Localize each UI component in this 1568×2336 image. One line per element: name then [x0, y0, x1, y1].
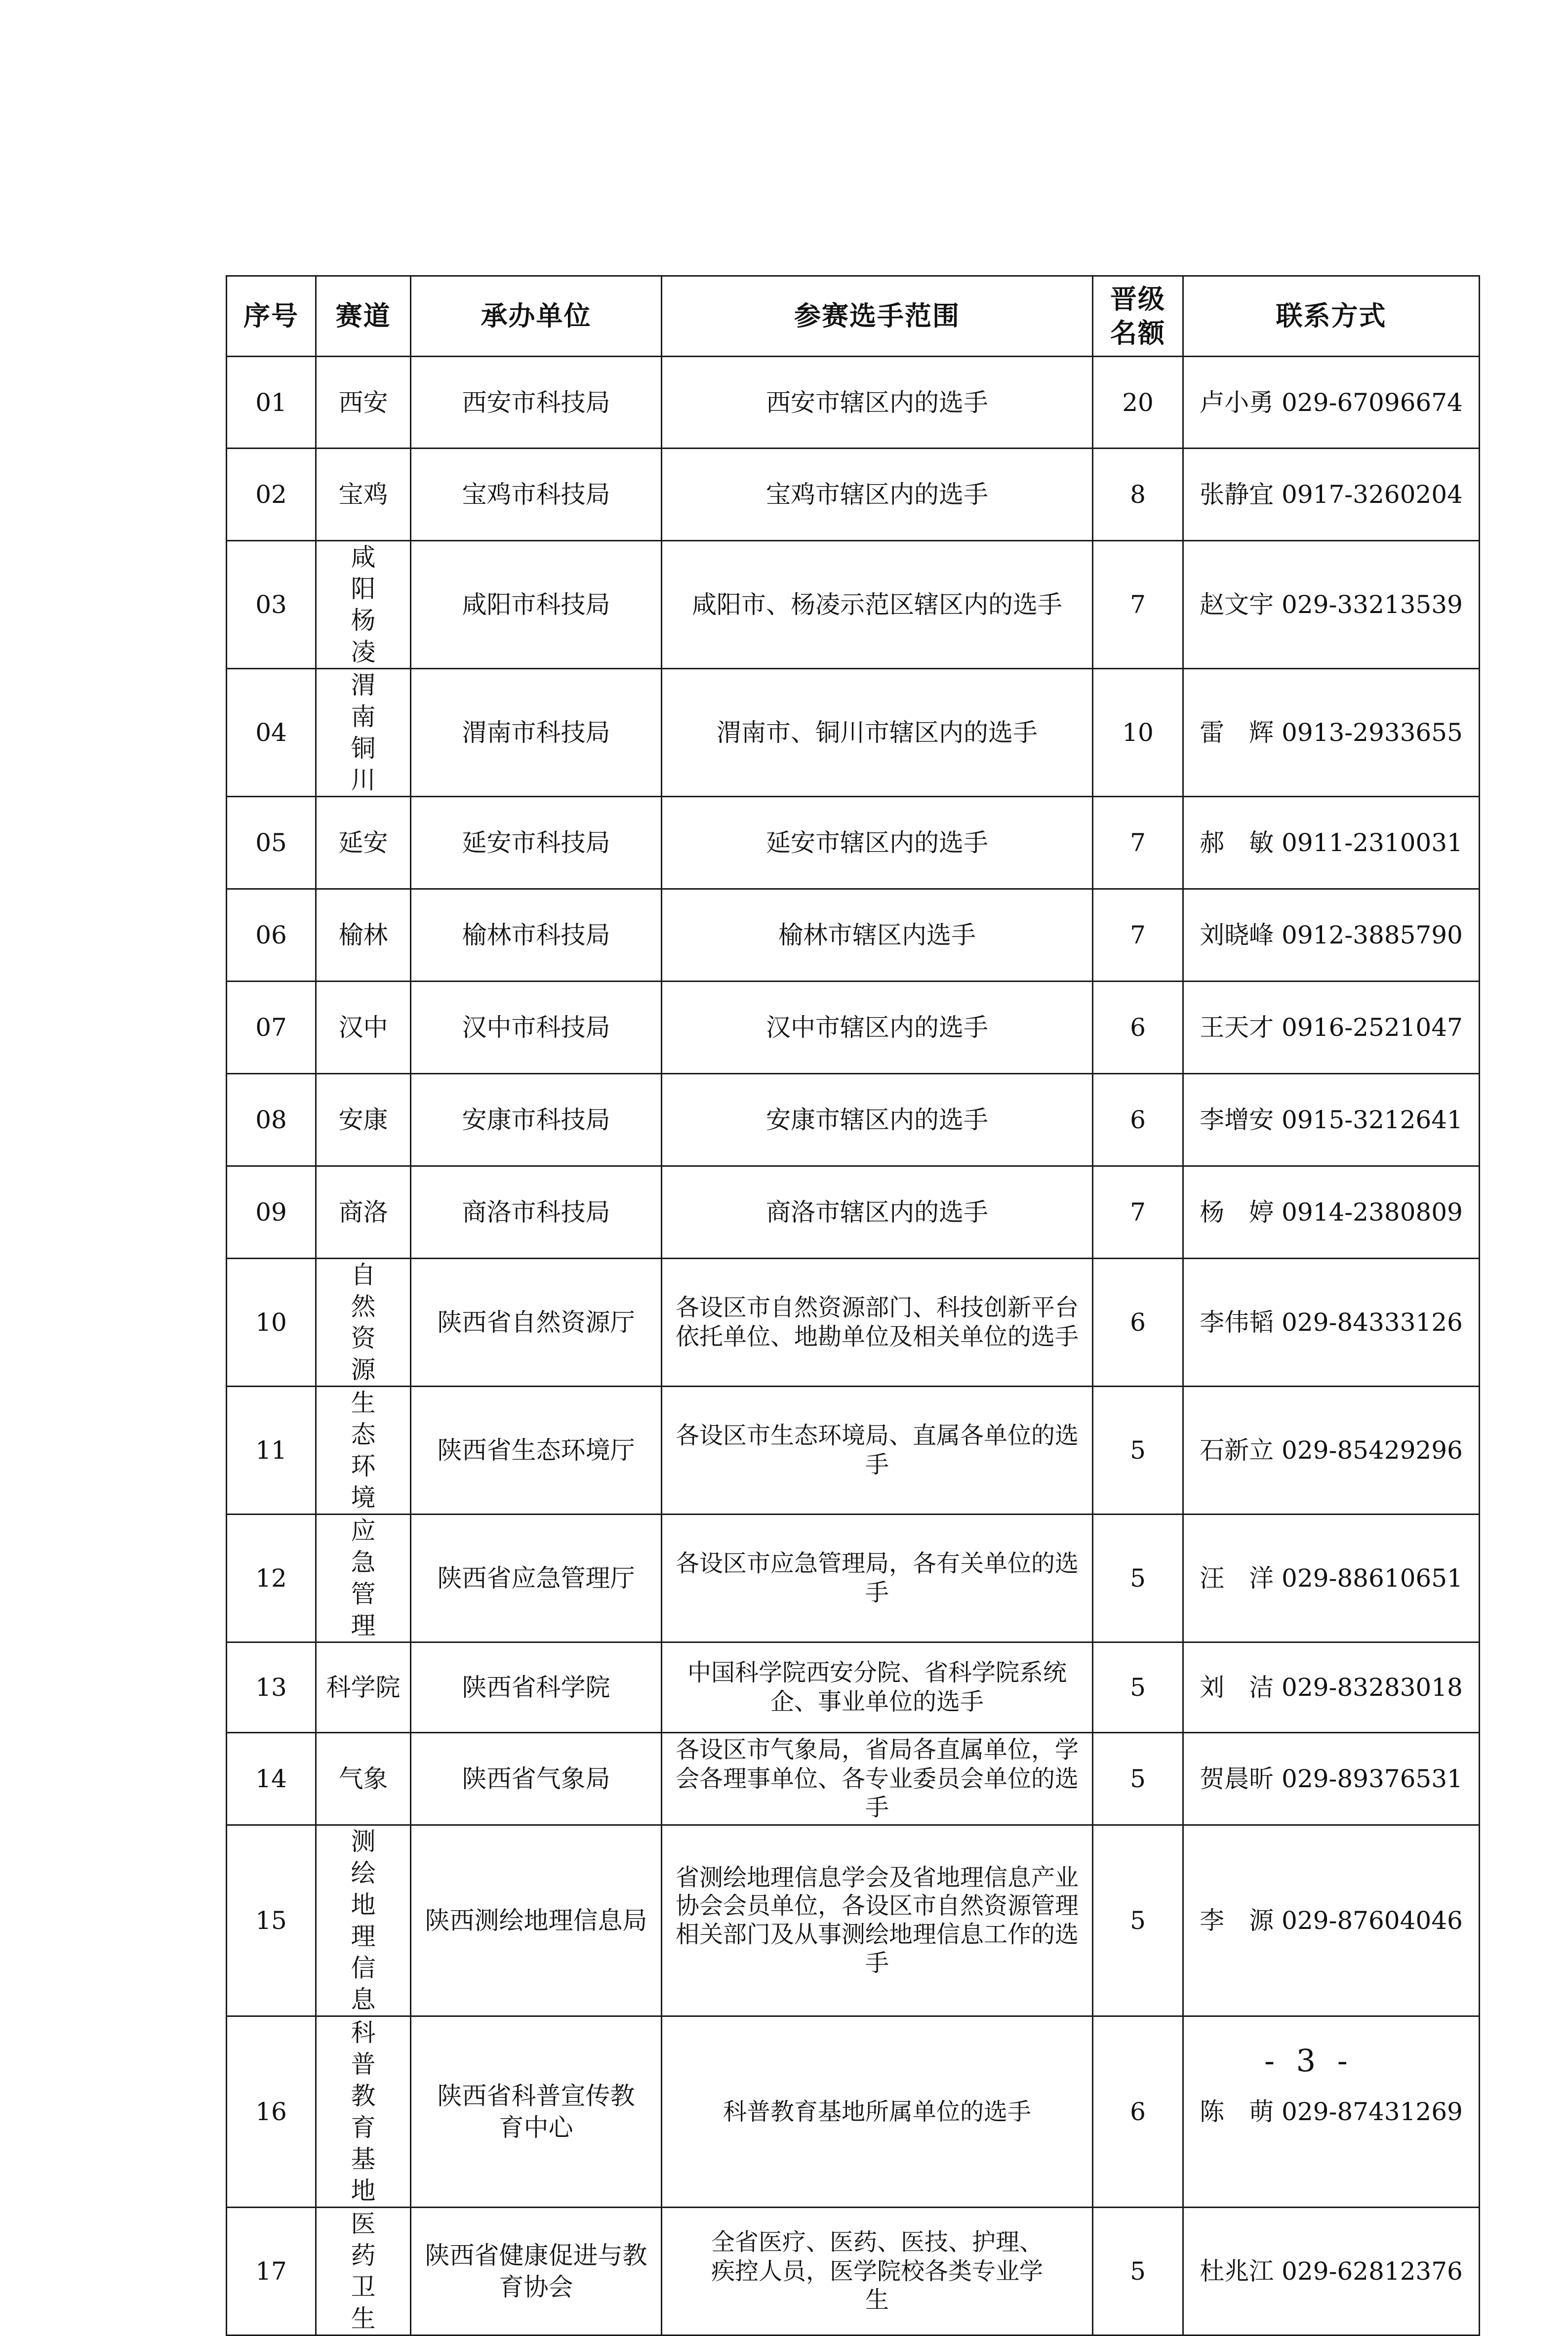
- cell-organizer: 咸阳市科技局: [411, 541, 662, 669]
- table-row: [227, 669, 1480, 797]
- cell-track: 安康: [316, 1074, 411, 1166]
- table-header-row: [227, 276, 1480, 357]
- cell-track: 科学院: [316, 1642, 411, 1733]
- cell-track: 自然资源: [316, 1259, 411, 1387]
- cell-scope: 汉中市辖区内的选手: [662, 982, 1093, 1074]
- cell-no: 03: [227, 541, 316, 669]
- cell-organizer: 陕西省科学院: [411, 1642, 662, 1733]
- cell-quota: 10: [1093, 669, 1183, 797]
- cell-no: 15: [227, 1825, 316, 2016]
- cell-contact: 王天才 0916-2521047: [1183, 982, 1480, 1074]
- cell-organizer: 安康市科技局: [411, 1074, 662, 1166]
- header-scope: 参赛选手范围: [662, 276, 1093, 357]
- table-row: [227, 1259, 1480, 1387]
- cell-quota: 6: [1093, 1074, 1183, 1166]
- cell-no: 13: [227, 1642, 316, 1733]
- cell-no: 12: [227, 1515, 316, 1642]
- cell-organizer: 延安市科技局: [411, 797, 662, 889]
- table-row: [227, 1387, 1480, 1515]
- cell-organizer: 西安市科技局: [411, 357, 662, 449]
- cell-contact: 赵文宇 029-33213539: [1183, 541, 1480, 669]
- cell-quota: 7: [1093, 541, 1183, 669]
- cell-contact: 陈 萌 029-87431269: [1183, 2016, 1480, 2208]
- cell-organizer: 陕西省应急管理厅: [411, 1515, 662, 1642]
- cell-quota: 7: [1093, 889, 1183, 982]
- header-quota: 晋级名额: [1093, 276, 1183, 357]
- cell-contact: 郝 敏 0911-2310031: [1183, 797, 1480, 889]
- cell-contact: 雷 辉 0913-2933655: [1183, 669, 1480, 797]
- cell-track: 商洛: [316, 1166, 411, 1259]
- cell-quota: 5: [1093, 1642, 1183, 1733]
- cell-quota: 7: [1093, 1166, 1183, 1259]
- cell-track: 西安: [316, 357, 411, 449]
- cell-no: 17: [227, 2208, 316, 2336]
- cell-no: 16: [227, 2016, 316, 2208]
- cell-scope: 各设区市自然资源部门、科技创新平台依托单位、地勘单位及相关单位的选手: [662, 1259, 1093, 1387]
- cell-quota: 5: [1093, 1515, 1183, 1642]
- cell-contact: 杨 婷 0914-2380809: [1183, 1166, 1480, 1259]
- cell-quota: 6: [1093, 2016, 1183, 2208]
- header-no: 序号: [227, 276, 316, 357]
- cell-no: 09: [227, 1166, 316, 1259]
- cell-contact: 李增安 0915-3212641: [1183, 1074, 1480, 1166]
- cell-quota: 7: [1093, 797, 1183, 889]
- header-organizer: 承办单位: [411, 276, 662, 357]
- cell-quota: 5: [1093, 1733, 1183, 1825]
- table-row: [227, 1825, 1480, 2016]
- cell-scope: 宝鸡市辖区内的选手: [662, 449, 1093, 541]
- cell-contact: 卢小勇 029-67096674: [1183, 357, 1480, 449]
- cell-scope: 榆林市辖区内选手: [662, 889, 1093, 982]
- cell-contact: 汪 洋 029-88610651: [1183, 1515, 1480, 1642]
- cell-track: 医药卫生: [316, 2208, 411, 2336]
- cell-scope: 渭南市、铜川市辖区内的选手: [662, 669, 1093, 797]
- cell-scope: 各设区市生态环境局、直属各单位的选手: [662, 1387, 1093, 1515]
- header-contact: 联系方式: [1183, 276, 1480, 357]
- cell-track: 应急管理: [316, 1515, 411, 1642]
- cell-contact: 李伟韬 029-84333126: [1183, 1259, 1480, 1387]
- cell-contact: 杜兆江 029-62812376: [1183, 2208, 1480, 2336]
- cell-no: 08: [227, 1074, 316, 1166]
- cell-track: 汉中: [316, 982, 411, 1074]
- cell-contact: 贺晨昕 029-89376531: [1183, 1733, 1480, 1825]
- cell-track: 榆林: [316, 889, 411, 982]
- cell-organizer: 榆林市科技局: [411, 889, 662, 982]
- cell-quota: 8: [1093, 449, 1183, 541]
- cell-contact: 石新立 029-85429296: [1183, 1387, 1480, 1515]
- table-row: [227, 797, 1480, 889]
- cell-track: 科普教育基地: [316, 2016, 411, 2208]
- contest-track-table: [226, 275, 1480, 2336]
- table-row: [227, 1642, 1480, 1733]
- cell-organizer: 陕西省健康促进与教育协会: [411, 2208, 662, 2336]
- cell-quota: 5: [1093, 2208, 1183, 2336]
- cell-organizer: 陕西测绘地理信息局: [411, 1825, 662, 2016]
- cell-quota: 5: [1093, 1387, 1183, 1515]
- cell-quota: 6: [1093, 1259, 1183, 1387]
- cell-contact: 李 源 029-87604046: [1183, 1825, 1480, 2016]
- table-row: [227, 1515, 1480, 1642]
- cell-scope: 咸阳市、杨凌示范区辖区内的选手: [662, 541, 1093, 669]
- cell-scope: 各设区市气象局，省局各直属单位，学会各理事单位、各专业委员会单位的选手: [662, 1733, 1093, 1825]
- cell-no: 06: [227, 889, 316, 982]
- table-row: [227, 1074, 1480, 1166]
- cell-scope: 全省医疗、医药、医技、护理、疾控人员，医学院校各类专业学生: [662, 2208, 1093, 2336]
- cell-organizer: 宝鸡市科技局: [411, 449, 662, 541]
- cell-track: 测绘地理信息: [316, 1825, 411, 2016]
- cell-quota: 6: [1093, 982, 1183, 1074]
- table-row: [227, 1733, 1480, 1825]
- cell-scope: 各设区市应急管理局，各有关单位的选手: [662, 1515, 1093, 1642]
- cell-contact: 刘 洁 029-83283018: [1183, 1642, 1480, 1733]
- cell-track: 生态环境: [316, 1387, 411, 1515]
- cell-scope: 延安市辖区内的选手: [662, 797, 1093, 889]
- cell-scope: 安康市辖区内的选手: [662, 1074, 1093, 1166]
- cell-no: 14: [227, 1733, 316, 1825]
- cell-organizer: 陕西省生态环境厅: [411, 1387, 662, 1515]
- cell-organizer: 渭南市科技局: [411, 669, 662, 797]
- cell-no: 07: [227, 982, 316, 1074]
- cell-scope: 科普教育基地所属单位的选手: [662, 2016, 1093, 2208]
- cell-organizer: 商洛市科技局: [411, 1166, 662, 1259]
- cell-track: 气象: [316, 1733, 411, 1825]
- cell-track: 延安: [316, 797, 411, 889]
- table-row: [227, 541, 1480, 669]
- table-row: [227, 889, 1480, 982]
- cell-quota: 5: [1093, 1825, 1183, 2016]
- cell-track: 渭南铜川: [316, 669, 411, 797]
- cell-track: 宝鸡: [316, 449, 411, 541]
- cell-no: 04: [227, 669, 316, 797]
- cell-quota: 20: [1093, 357, 1183, 449]
- cell-organizer: 陕西省科普宣传教育中心: [411, 2016, 662, 2208]
- cell-scope: 商洛市辖区内的选手: [662, 1166, 1093, 1259]
- table-row: [227, 449, 1480, 541]
- cell-organizer: 汉中市科技局: [411, 982, 662, 1074]
- cell-scope: 中国科学院西安分院、省科学院系统企、事业单位的选手: [662, 1642, 1093, 1733]
- cell-no: 02: [227, 449, 316, 541]
- cell-organizer: 陕西省自然资源厅: [411, 1259, 662, 1387]
- table-row: [227, 357, 1480, 449]
- cell-scope: 西安市辖区内的选手: [662, 357, 1093, 449]
- cell-scope: 省测绘地理信息学会及省地理信息产业协会会员单位，各设区市自然资源管理相关部门及从事测绘地理信息工作的选手: [662, 1825, 1093, 2016]
- cell-no: 11: [227, 1387, 316, 1515]
- table-row: [227, 1166, 1480, 1259]
- cell-track: 咸阳杨凌: [316, 541, 411, 669]
- cell-contact: 刘晓峰 0912-3885790: [1183, 889, 1480, 982]
- table-row: [227, 982, 1480, 1074]
- cell-no: 05: [227, 797, 316, 889]
- header-track: 赛道: [316, 276, 411, 357]
- page-number: - 3 -: [1264, 2043, 1354, 2079]
- cell-no: 10: [227, 1259, 316, 1387]
- table-row: [227, 2208, 1480, 2336]
- cell-organizer: 陕西省气象局: [411, 1733, 662, 1825]
- cell-no: 01: [227, 357, 316, 449]
- cell-contact: 张静宜 0917-3260204: [1183, 449, 1480, 541]
